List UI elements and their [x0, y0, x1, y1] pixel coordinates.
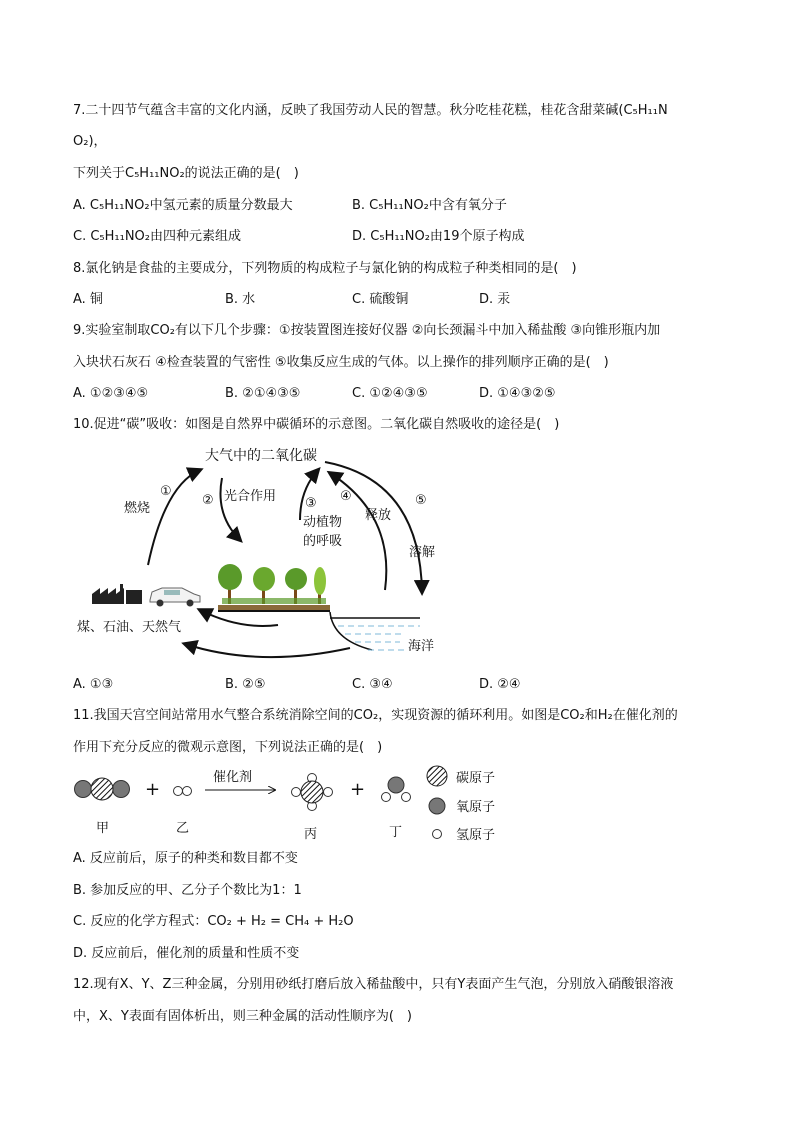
- co2-molecule: [75, 778, 130, 800]
- arrow-land-to-fuel: [200, 610, 278, 626]
- q11-option-a: A. 反应前后，原子的种类和数目都不变: [73, 851, 298, 866]
- h2-molecule: [174, 787, 192, 796]
- plus-sign-2: +: [350, 779, 366, 800]
- cycle-num-5: ⑤: [415, 493, 427, 508]
- label-yi: 乙: [176, 821, 190, 836]
- q10-option-c: C. ③④: [352, 677, 393, 692]
- cycle-dissolve-label: 溶解: [409, 545, 436, 560]
- q12-stem-line2: 中，X、Y表面有固体析出，则三种金属的活动性顺序为( ): [73, 1009, 412, 1024]
- cycle-num-4: ④: [340, 489, 352, 504]
- q9-option-d: D. ①④③②⑤: [479, 386, 556, 401]
- q8-option-b: B. 水: [225, 292, 256, 307]
- q7-stem-line3: 下列关于C₅H₁₁NO₂的说法正确的是( ): [73, 166, 299, 181]
- label-jia: 甲: [96, 821, 110, 836]
- q11-option-d: D. 反应前后，催化剂的质量和性质不变: [73, 946, 300, 961]
- q8-option-c: C. 硫酸铜: [352, 292, 409, 307]
- cycle-burn-label: 燃烧: [124, 501, 151, 516]
- legend-hydrogen-label: 氢原子: [456, 828, 496, 843]
- arrow-respiration: [300, 470, 318, 520]
- cycle-num-3: ③: [305, 496, 317, 511]
- cycle-atmosphere-label: 大气中的二氧化碳: [205, 448, 317, 464]
- arrow-dissolve: [325, 462, 422, 592]
- ocean-icon: [330, 612, 420, 650]
- q10-stem: 10.促进“碳”吸收：如图是自然界中碳循环的示意图。二氧化碳自然吸收的途径是( ): [73, 417, 560, 432]
- cycle-photosynthesis-label: 光合作用: [224, 489, 277, 504]
- q9-option-c: C. ①②④③⑤: [352, 386, 428, 401]
- car-icon: [150, 588, 200, 607]
- q9-option-b: B. ②①④③⑤: [225, 386, 301, 401]
- plus-sign-1: +: [145, 779, 161, 800]
- q8-stem: 8.氯化钠是食盐的主要成分，下列物质的构成粒子与氯化钠的构成粒子种类相同的是( ): [73, 261, 577, 276]
- q10-option-a: A. ①③: [73, 677, 114, 692]
- q12-stem-line1: 12.现有X、Y、Z三种金属，分别用砂纸打磨后放入稀盐酸中，只有Y表面产生气泡，分别放入硝酸银溶液: [73, 977, 674, 992]
- q7-option-a: A. C₅H₁₁NO₂中氢元素的质量分数最大: [73, 198, 293, 213]
- cycle-respiration-line1: 动植物: [303, 515, 343, 530]
- factory-icon: [92, 584, 142, 604]
- q9-option-a: A. ①②③④⑤: [73, 386, 149, 401]
- arrow-photosynthesis: [220, 478, 240, 540]
- q10-option-b: B. ②⑤: [225, 677, 266, 692]
- q9-stem-line1: 9.实验室制取CO₂有以下几个步骤：①按装置图连接好仪器 ②向长颈漏斗中加入稀盐酸 ③向锥形瓶内加: [73, 323, 661, 338]
- legend-carbon: [427, 766, 495, 786]
- q10-option-d: D. ②④: [479, 677, 521, 692]
- h2o-molecule: [382, 777, 411, 802]
- q7-stem-line2: O₂)，: [73, 134, 107, 149]
- q11-option-c: C. 反应的化学方程式：CO₂ + H₂ = CH₄ + H₂O: [73, 914, 354, 929]
- label-bing: 丙: [304, 827, 318, 842]
- ch4-molecule: [292, 774, 333, 811]
- legend-oxygen-label: 氧原子: [456, 800, 496, 815]
- q7-option-d: D. C₅H₁₁NO₂由19个原子构成: [352, 229, 525, 244]
- q7-option-b: B. C₅H₁₁NO₂中含有氧分子: [352, 198, 507, 213]
- cycle-respiration-line2: 的呼吸: [303, 534, 343, 549]
- q7-option-c: C. C₅H₁₁NO₂由四种元素组成: [73, 229, 241, 244]
- legend-carbon-label: 碳原子: [456, 771, 496, 786]
- legend-oxygen: [429, 798, 495, 815]
- q11-stem-line2: 作用下充分反应的微观示意图，下列说法正确的是( ): [73, 740, 383, 755]
- cycle-fossil-fuel-label: 煤、石油、天然气: [77, 620, 182, 635]
- cycle-release-label: 释放: [365, 508, 392, 523]
- catalyst-label: 催化剂: [213, 770, 253, 785]
- q8-option-d: D. 汞: [479, 292, 511, 307]
- cycle-num-2: ②: [202, 493, 214, 508]
- arrow-ocean-to-fuel: [185, 644, 350, 657]
- q8-option-a: A. 铜: [73, 292, 103, 307]
- q11-option-b: B. 参加反应的甲、乙分子个数比为1：1: [73, 883, 302, 898]
- arrow-burn: [148, 470, 200, 565]
- cycle-num-1: ①: [160, 484, 172, 499]
- q11-stem-line1: 11.我国天宫空间站常用水气整合系统消除空间的CO₂，实现资源的循环利用。如图是CO₂和H₂在催化剂的: [73, 708, 678, 723]
- q7-stem-line1: 7.二十四节气蕴含丰富的文化内涵，反映了我国劳动人民的智慧。秋分吃桂花糕，桂花含甜菜碱(C₅H₁₁N: [73, 103, 668, 118]
- legend-hydrogen: [433, 828, 496, 843]
- land-trees-icon: [218, 564, 330, 611]
- arrow-release: [330, 473, 386, 590]
- cycle-ocean-label: 海洋: [408, 639, 435, 654]
- q9-stem-line2: 入块状石灰石 ④检查装置的气密性 ⑤收集反应生成的气体。以上操作的排列顺序正确的是( ): [73, 355, 609, 370]
- label-ding: 丁: [389, 825, 403, 840]
